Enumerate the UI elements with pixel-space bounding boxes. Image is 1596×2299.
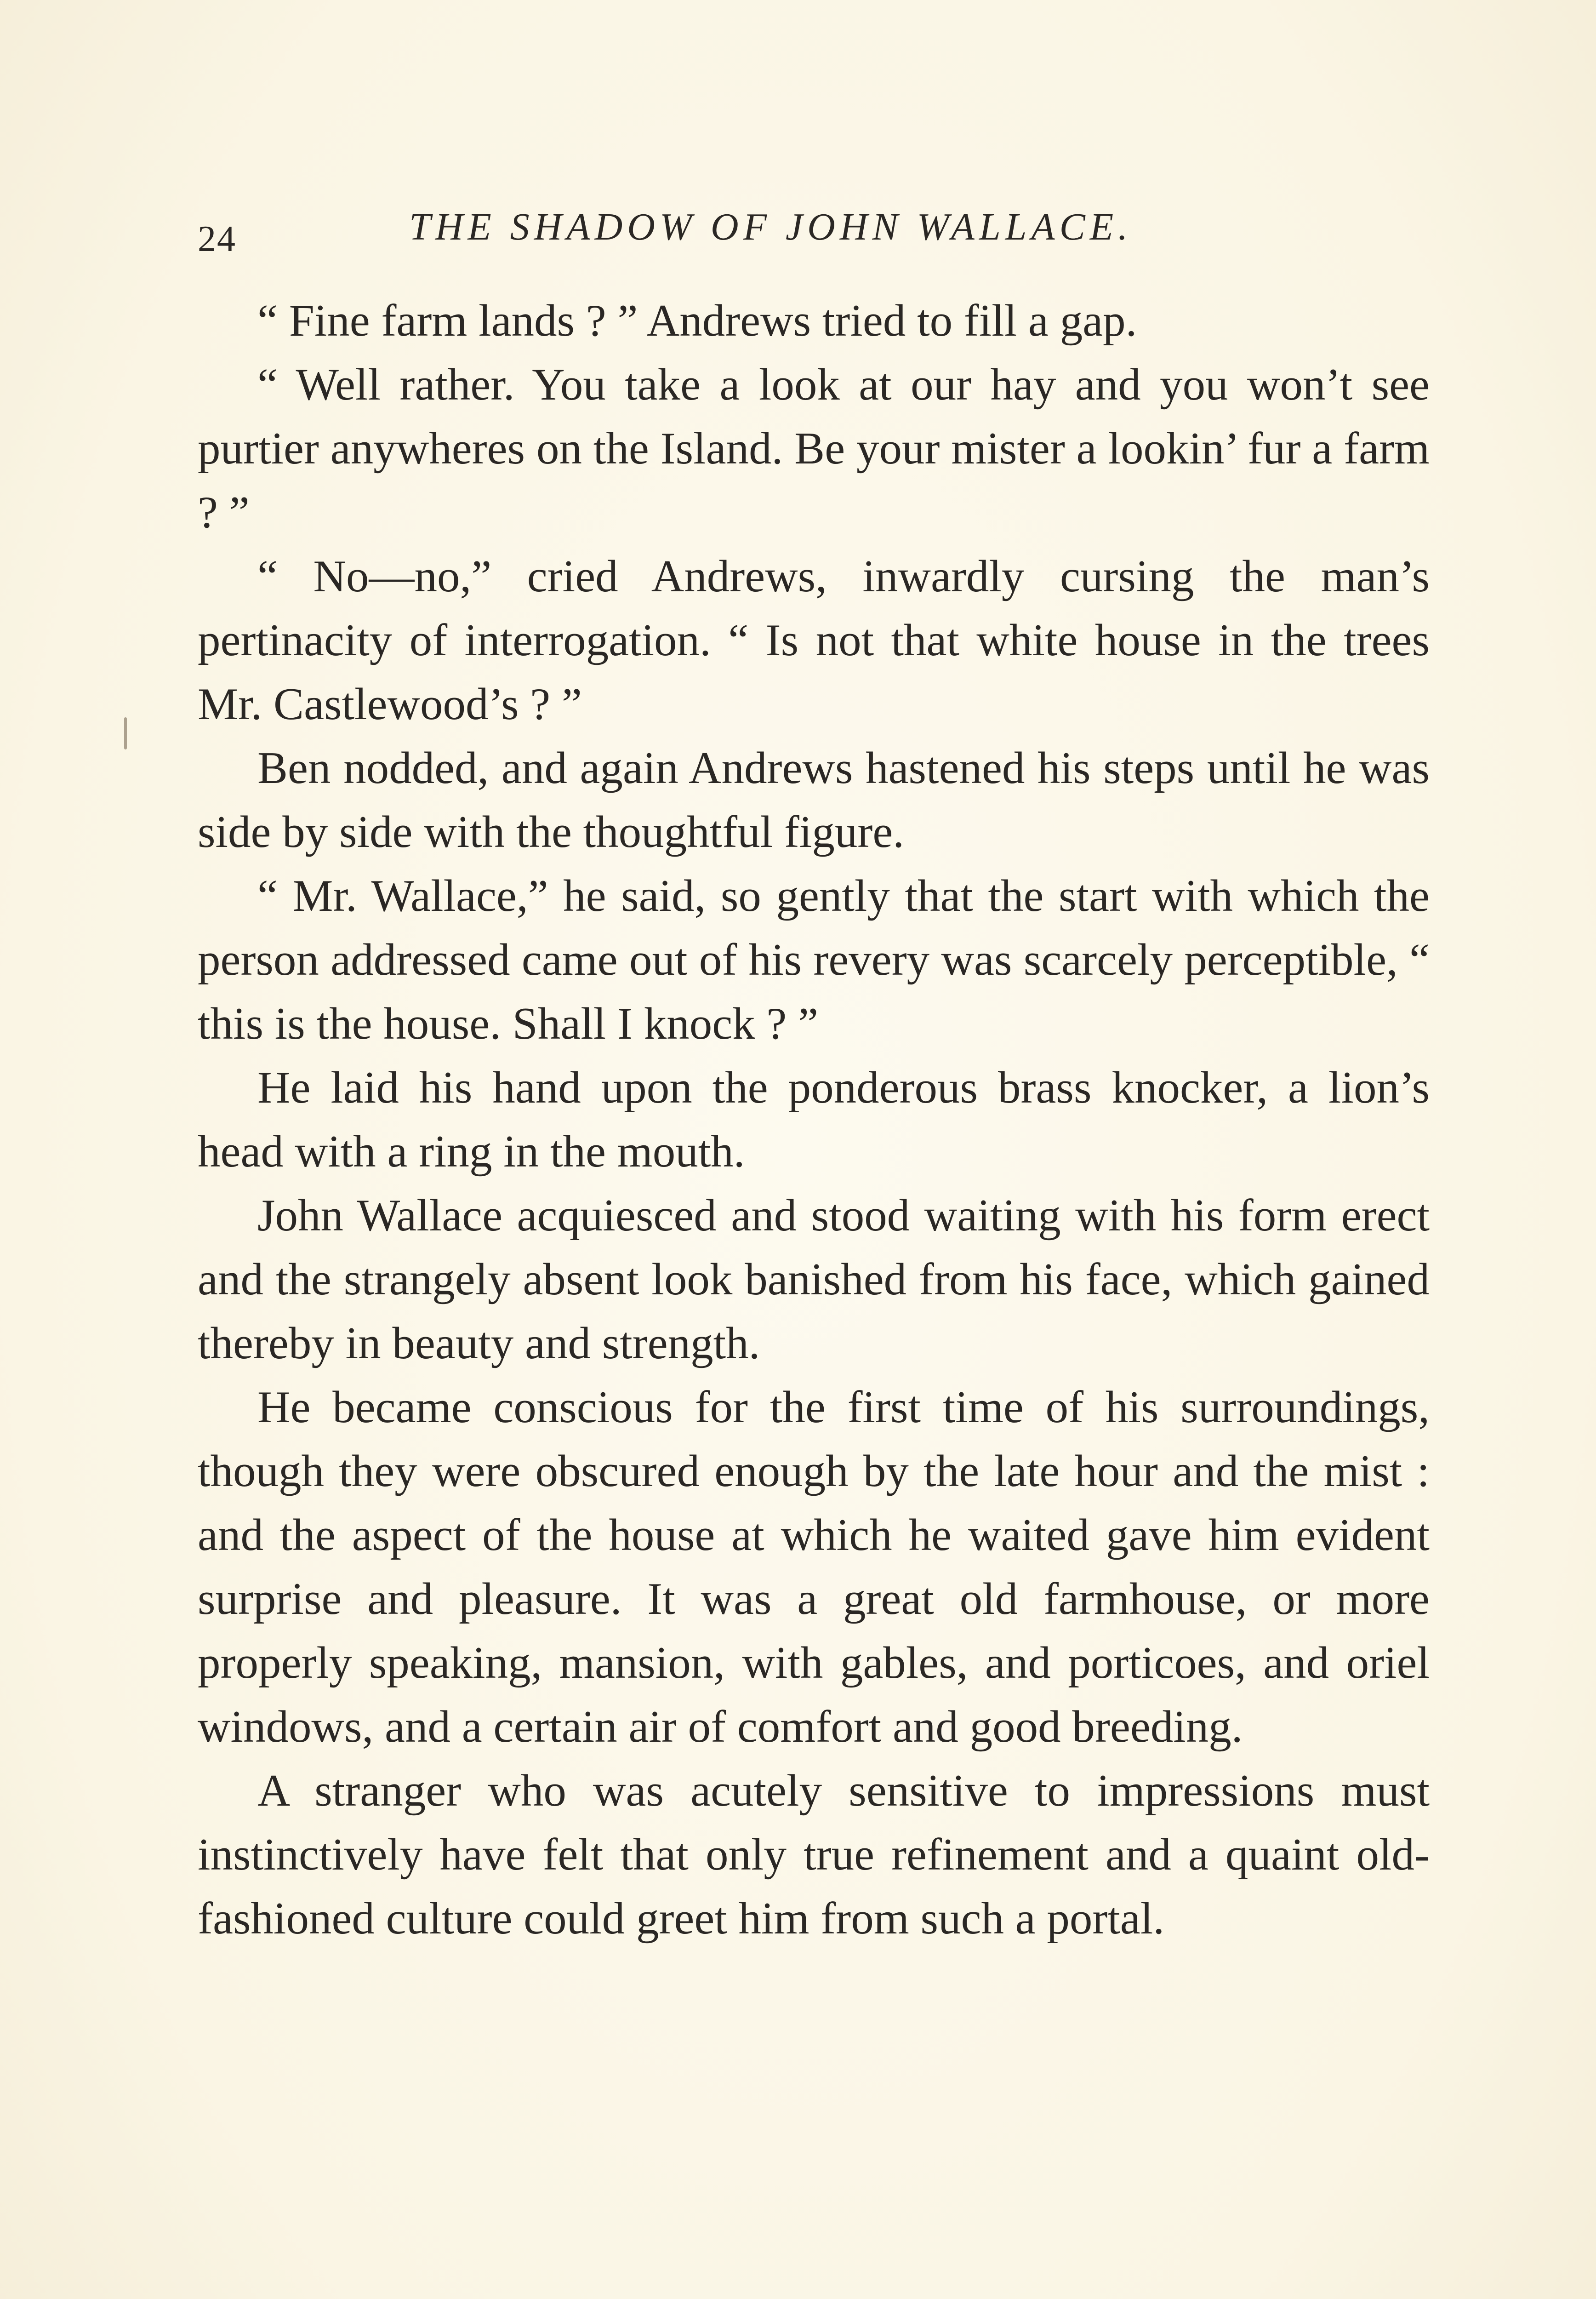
paragraph: He laid his hand upon the ponderous brass knocker, a lion’s head with a ring in the mouth. (198, 1063, 1430, 1177)
paper-speck (124, 717, 127, 749)
paragraph: John Wallace acquiesced and stood waiting with his form erect and the strangely absent look banished from his face, which gained thereby in beauty and strength. (198, 1190, 1430, 1368)
paragraph: “ Mr. Wallace,” he said, so gently that the start with which the person addressed came out of his revery was scarcely perceptible, “ this is the house. Shall I knock ? ” (198, 871, 1430, 1049)
body-text (198, 289, 1430, 1950)
running-title: THE SHADOW OF JOHN WALLACE. (409, 206, 1133, 248)
paragraph: “ Fine farm lands ? ” Andrews tried to fill a gap. (257, 296, 1137, 346)
paragraph: “ Well rather. You take a look at our hay and you won’t see purtier anywheres on the Island. Be your mister a lookin’ fur a farm ? ” (198, 360, 1430, 538)
paragraph: “ No—no,” cried Andrews, inwardly cursing the man’s pertinacity of interrogation. “ Is not that white house in the trees Mr. Castlewood’s ? ” (198, 551, 1430, 729)
paragraph: Ben nodded, and again Andrews hastened his steps until he was side by side with the thoughtful figure. (198, 743, 1430, 857)
paragraph: A stranger who was acutely sensitive to impressions must instinctively have felt that only true refinement and a quaint old-fashioned culture could greet him from such a portal. (198, 1766, 1430, 1944)
page-number: 24 (198, 219, 236, 259)
running-head (198, 205, 1430, 260)
paragraph: He became conscious for the first time of his surroundings, though they were obscured enough by the late hour and the mist : and the aspect of the house at which he waited gave him evident surprise and pleasure. It was a great old farmhouse, or more properly speaking, mansion, with gables, and porticoes, and oriel windows, and a certain air of comfort and good breeding. (198, 1382, 1430, 1752)
